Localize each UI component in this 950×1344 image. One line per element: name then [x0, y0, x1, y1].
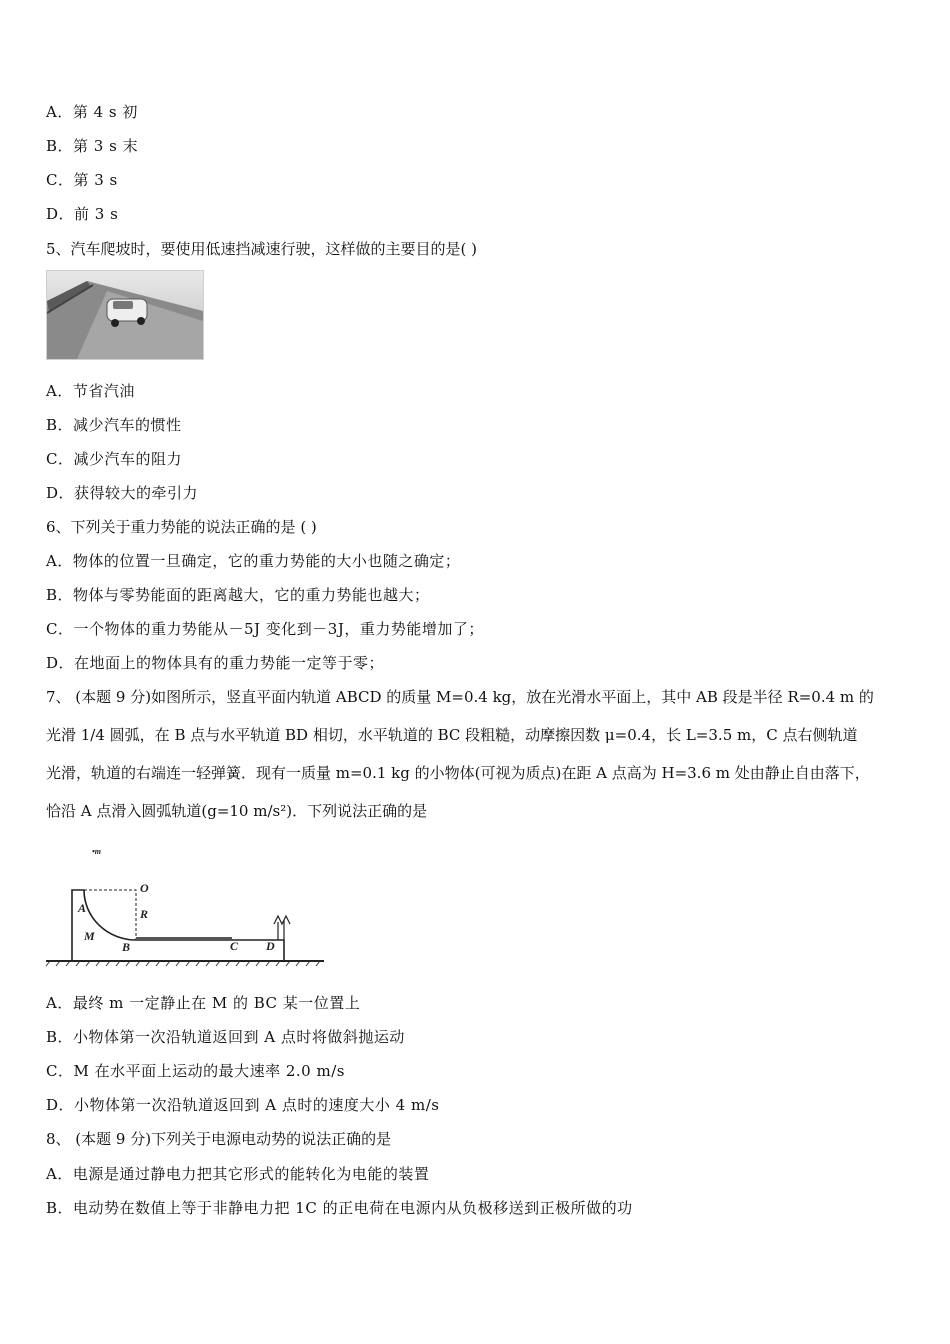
q7-option-d: D．小物体第一次沿轨道返回到 A 点时的速度大小 4 m/s	[46, 1096, 440, 1114]
track-outline	[72, 890, 284, 961]
q7-stem-line-4: 恰沿 A 点滑入圆弧轨道(g=10 m/s²)．下列说法正确的是	[46, 802, 428, 820]
rough-section	[136, 937, 232, 940]
label-b: B	[122, 940, 131, 954]
label-d: D	[266, 939, 275, 953]
q6-option-b: B．物体与零势能面的距离越大，它的重力势能也越大；	[46, 586, 430, 604]
q6-stem: 6、下列关于重力势能的说法正确的是 ( )	[46, 518, 317, 536]
q8-option-a: A．电源是通过静电力把其它形式的能转化为电能的装置	[46, 1165, 430, 1183]
q4-option-a: A．第 4 s 初	[46, 103, 138, 121]
label-o: O	[140, 881, 149, 895]
q8-stem: 8、 (本题 9 分)下列关于电源电动势的说法正确的是	[46, 1130, 392, 1148]
q6-option-a: A．物体的位置一旦确定，它的重力势能的大小也随之确定；	[46, 552, 461, 570]
q5-option-b: B．减少汽车的惯性	[46, 416, 182, 434]
label-c: C	[230, 939, 239, 953]
label-m: •m	[92, 847, 102, 856]
label-r: R	[140, 907, 149, 921]
q6-option-d: D．在地面上的物体具有的重力势能一定等于零；	[46, 654, 385, 672]
q4-option-c: C．第 3 s	[46, 171, 118, 189]
q5-option-a: A．节省汽油	[46, 382, 135, 400]
car-on-ramp-photo	[46, 270, 204, 360]
spring-icon	[274, 916, 290, 940]
q5-stem: 5、汽车爬坡时，要使用低速挡减速行驶，这样做的主要目的是( )	[46, 240, 478, 258]
label-big-m: M	[84, 929, 95, 943]
q5-option-d: D．获得较大的牵引力	[46, 484, 199, 502]
q7-option-b: B．小物体第一次沿轨道返回到 A 点时将做斜抛运动	[46, 1028, 405, 1046]
q5-option-c: C．减少汽车的阻力	[46, 450, 182, 468]
q7-stem-line-2: 光滑 1/4 圆弧，在 B 点与水平轨道 BD 相切，水平轨道的 BC 段粗糙，动摩擦因数 μ=0.4，长 L=3.5 m，C 点右侧轨道	[46, 726, 858, 744]
track-diagram	[44, 840, 328, 970]
q4-option-b: B．第 3 s 末	[46, 137, 139, 155]
label-a: A	[78, 901, 87, 915]
q7-stem-line-1: 7、 (本题 9 分)如图所示，竖直平面内轨道 ABCD 的质量 M=0.4 kg，放在光滑水平面上，其中 AB 段是半径 R=0.4 m 的	[46, 688, 874, 706]
q7-option-c: C．M 在水平面上运动的最大速率 2.0 m/s	[46, 1062, 345, 1080]
q4-option-d: D．前 3 s	[46, 205, 119, 223]
q8-option-b: B．电动势在数值上等于非静电力把 1C 的正电荷在电源内从负极移送到正极所做的功	[46, 1199, 633, 1217]
car-photo-illustration	[47, 271, 203, 359]
q6-option-c: C．一个物体的重力势能从－5J 变化到－3J，重力势能增加了；	[46, 620, 484, 638]
q7-stem-line-3: 光滑，轨道的右端连一轻弹簧．现有一质量 m=0.1 kg 的小物体(可视为质点)在距 A 点高为 H=3.6 m 处由静止自由落下，	[46, 764, 870, 782]
q7-option-a: A．最终 m 一定静止在 M 的 BC 某一位置上	[46, 994, 361, 1012]
